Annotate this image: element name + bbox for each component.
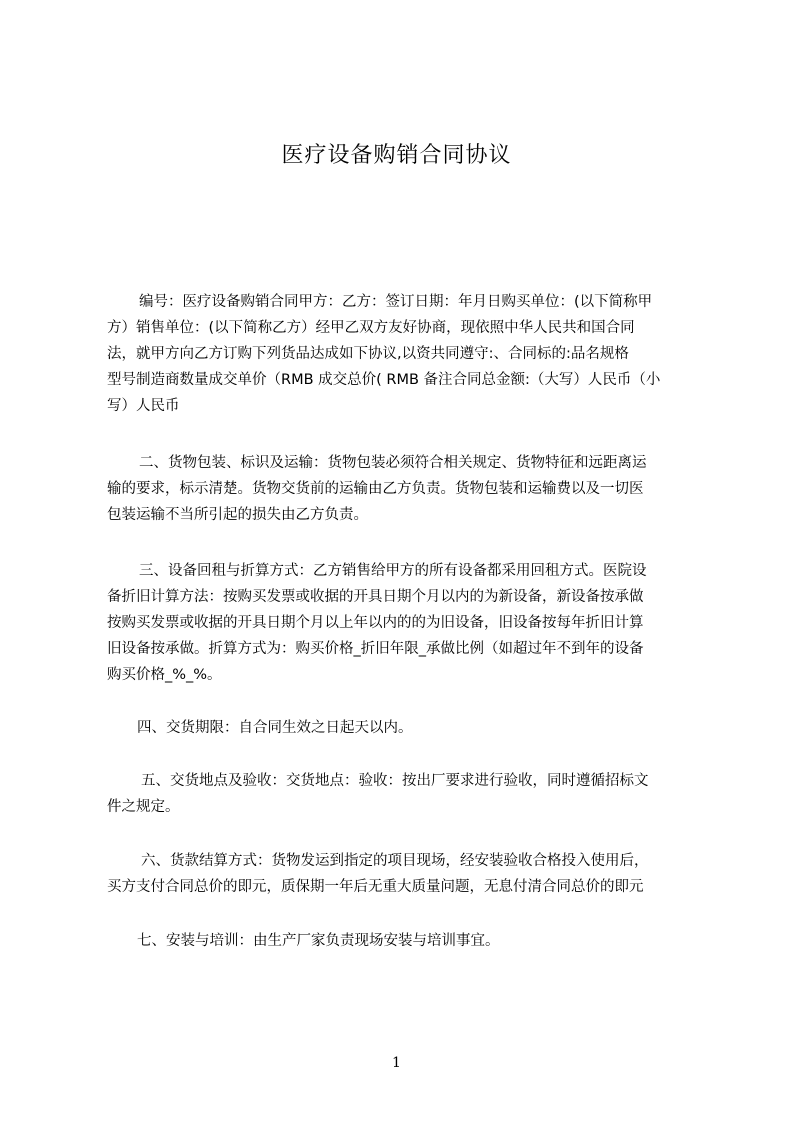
paragraph-line: 四、交货期限：自合同生效之日起天以内。 xyxy=(137,720,413,736)
paragraph-4 xyxy=(107,715,697,741)
paragraph-line: 备折旧计算方法：按购买发票或收据的开具日期个月以内的为新设备，新设备按承做 xyxy=(107,589,644,605)
paragraph-line: 输的要求，标示清楚。货物交货前的运输由乙方负责。货物包装和运输费以及一切医 xyxy=(107,481,644,497)
paragraph-line: 型号制造商数量成交单价（RMB 成交总价( RMB 备注合同总金额:（大写）人民币（小 xyxy=(107,372,661,388)
paragraph-line: 写）人民币 xyxy=(107,398,180,414)
paragraph-line: 购买价格_%_%。 xyxy=(107,667,222,683)
paragraph-line: 五、交货地点及验收：交货地点：验收：按出厂要求进行验收，同时遵循招标文 xyxy=(141,773,649,789)
page-number: 1 xyxy=(392,1055,401,1071)
paragraph-line: 编号：医疗设备购销合同甲方：乙方：签订日期：年月日购买单位：(以下简称甲 xyxy=(139,294,653,310)
paragraph-line: 旧设备按承做。折算方式为：购买价格_折旧年限_承做比例（如超过年不到年的设备 xyxy=(107,641,644,657)
paragraph-line: 二、货物包装、标识及运输：货物包装必须符合相关规定、货物特征和远距离运 xyxy=(139,455,647,471)
paragraph-line: 三、设备回租与折算方式：乙方销售给甲方的所有设备都采用回租方式。医院设 xyxy=(139,563,647,579)
document-title: 医疗设备购销合同协议 xyxy=(281,143,512,168)
paragraph-6 xyxy=(107,848,697,900)
paragraph-1 xyxy=(107,289,697,419)
paragraph-line: 件之规定。 xyxy=(107,799,180,815)
paragraph-line: 包装运输不当所引起的损失由乙方负责。 xyxy=(107,507,368,523)
paragraph-line: 方）销售单位：(以下简称乙方）经甲乙双方友好协商，现依照中华人民共和国合同 xyxy=(107,320,635,336)
paragraph-3 xyxy=(107,558,697,688)
paragraph-line: 按购买发票或收据的开具日期个月以上年以内的的为旧设备，旧设备按每年折旧计算 xyxy=(107,615,644,631)
paragraph-line: 买方支付合同总价的即元，质保期一年后无重大质量问题，无息付清合同总价的即元 xyxy=(107,879,644,895)
paragraph-5 xyxy=(107,768,697,820)
paragraph-7 xyxy=(107,928,697,954)
paragraph-line: 六、货款结算方式：货物发运到指定的项目现场，经安装验收合格投入使用后， xyxy=(141,853,649,869)
paragraph-line: 七、安装与培训：由生产厂家负责现场安装与培训事宜。 xyxy=(137,933,500,949)
paragraph-2 xyxy=(107,450,697,528)
paragraph-line: 法，就甲方向乙方订购下列货品达成如下协议,以资共同遵守:、合同标的:品名规格 xyxy=(107,346,629,362)
